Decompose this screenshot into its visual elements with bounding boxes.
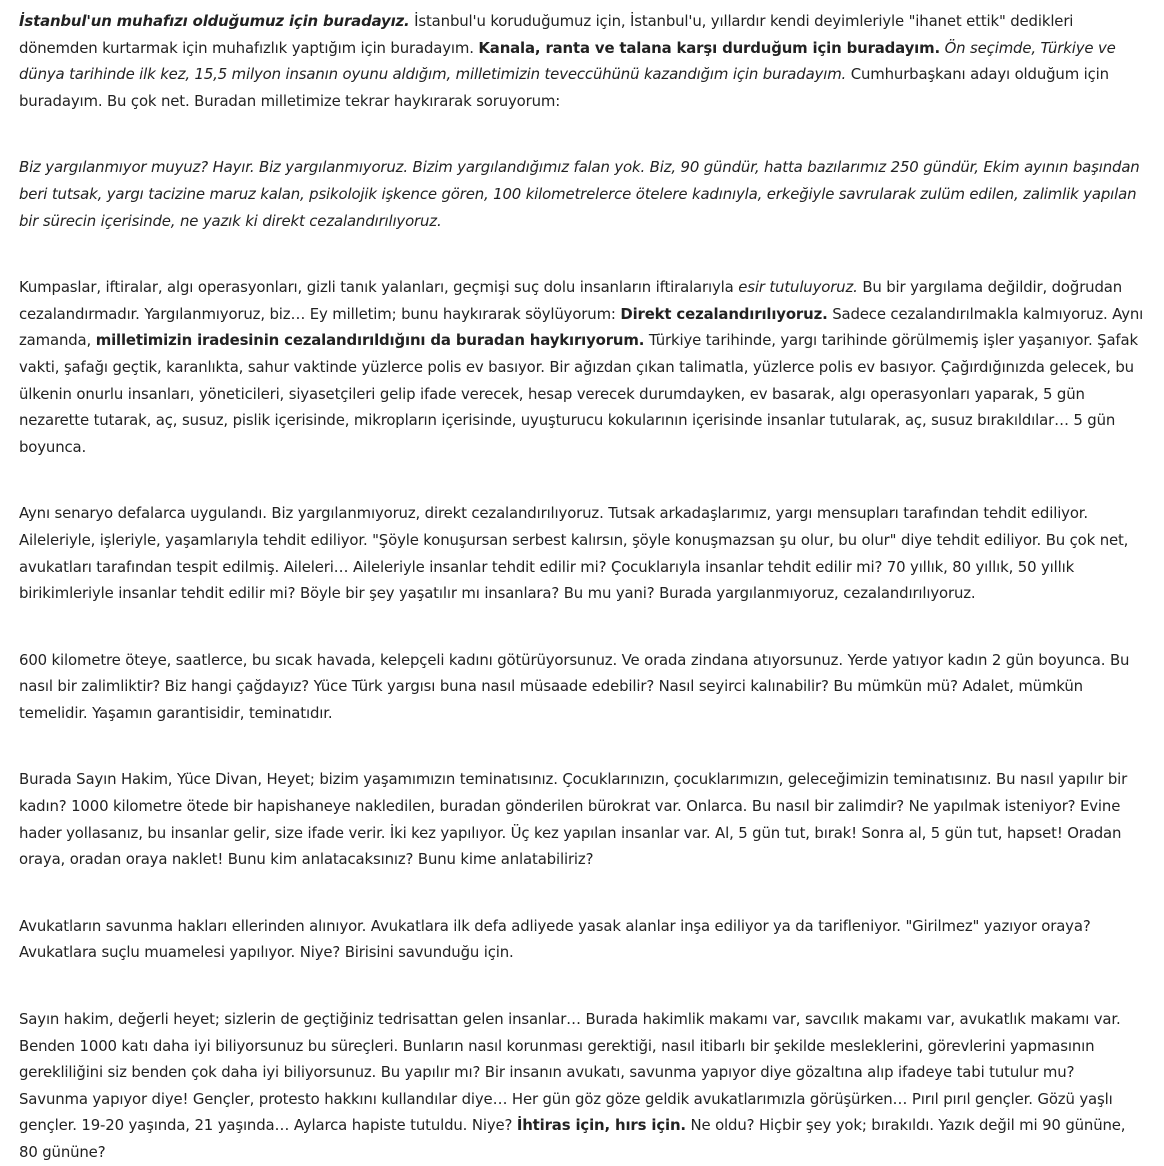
paragraph-4-segment-1: Aynı senaryo defalarca uygulandı. Biz yargılanmıyoruz, direkt cezalandırılıyoruz. Tutsak arkadaşlarımız, yargı mensupları tarafından tehdit ediliyor. Aileleriyle, işleriyle, yaşamlarıyla tehdit ediliyor. "Şöyle konuşursan serbest kalırsın, şöyle konuşmazsan şu olur, bu olur" diye tehdit ediliyor. Bu çok net, avukatları tarafından tespit edilmiş. Aileleri… Aileleriyle insanlar tehdit edilir mi? Çocuklarıyla insanlar tehdit edilir mi? 70 yıllık, 80 yıllık, 50 yıllık birikimleriyle insanlar tehdit edilir mi? Böyle bir şey yaşatılır mı insanlara? Bu mu yani? Burada yargılanmıyoruz, cezalandırılıyoruz. xyxy=(19,504,1129,603)
paragraph-1 xyxy=(19,8,1145,114)
paragraph-2 xyxy=(19,154,1145,234)
paragraph-6-segment-1: Burada Sayın Hakim, Yüce Divan, Heyet; bizim yaşamımızın teminatısınız. Çocuklarınızın, çocuklarımızın, geleceğimizin teminatısınız. Bu nasıl yapılır bir kadın? 1000 kilometre ötede bir hapishaneye nakledilen, buradan gönderilen bürokrat var. Onlarca. Bu nasıl bir zalimdir? Ne yapılmak isteniyor? Evine hader yollasanız, bu insanlar gelir, size ifade verir. İki kez yapılıyor. Üç kez yapılan insanlar var. Al, 5 gün tut, bırak! Sonra al, 5 gün tut, hapset! Oradan oraya, oradan oraya naklet! Bunu kim anlatacaksınız? Bunu kime anlatabiliriz? xyxy=(19,770,1128,869)
paragraph-8-segment-1: Sayın hakim, değerli heyet; sizlerin de geçtiğiniz tedrisattan gelen insanlar… Burada hakimlik makamı var, savcılık makamı var, avukatlık makamı var. Benden 1000 katı daha iyi biliyorsunuz bu süreçleri. Bunların nasıl korunması gerektiği, nasıl itibarlı bir şekilde mesleklerini, görevlerini yapmasının gerekliliğini siz benden çok daha iyi biliyorsunuz. Bu yapılır mı? Bir insanın avukatı, savunma yapıyor diye gözaltına alıp ifadeye tabi tutulur mu? Savunma yapıyor diye! Gençler, protesto hakkını kullandılar diye… Her gün göz göze geldik avukatlarımızla görüşürken… Pırıl pırıl gençler. Gözü yaşlı gençler. 19-20 yaşında, 21 yaşında… Aylarca hapiste tutuldu. Niye? xyxy=(19,1010,1121,1135)
article-body xyxy=(19,8,1145,1166)
paragraph-5-segment-1: 600 kilometre öteye, saatlerce, bu sıcak havada, kelepçeli kadını götürüyorsunuz. Ve orada zindana atıyorsunuz. Yerde yatıyor kadın 2 gün boyunca. Bu nasıl bir zalimliktir? Biz hangi çağdayız? Yüce Türk yargısı buna nasıl müsaade edebilir? Nasıl seyirci kalınabilir? Bu mümkün mü? Adalet, mümkün temelidir. Yaşamın garantisidir, teminatıdır. xyxy=(19,650,1130,722)
paragraph-1-segment-6: Cumhurbaşkanı adayı olduğum için buradayım. Bu çok net. Buradan milletimize tekrar haykırarak soruyorum: xyxy=(19,65,1109,110)
paragraph-6 xyxy=(19,766,1145,872)
paragraph-3-segment-6: milletimizin iradesinin cezalandırıldığını da buradan haykırıyorum. xyxy=(95,331,645,350)
paragraph-3-segment-2: esir tutuluyoruz. xyxy=(738,278,858,297)
paragraph-1-segment-2: İstanbul'u koruduğumuz için, İstanbul'u, yıllardır kendi deyimleriyle "ihanet ettik" dedikleri dönemden kurtarmak için muhafızlık yaptığım için buradayım. xyxy=(19,12,1074,57)
paragraph-2-segment-1: Biz yargılanmıyor muyuz? Hayır. Biz yargılanmıyoruz. Bizim yargılandığımız falan yok. Biz, 90 gündür, hatta bazılarımız 250 gündür, Ekim ayının başından beri tutsak, yargı tacizine maruz kalan, psikolojik işkence gören, 100 kilometrelerce ötelere kadınıyla, erkeğiyle savrularak zulüm edilen, zalimlik yapılan bir sürecin içerisinde, ne yazık ki direkt cezalandırılıyoruz. xyxy=(19,158,1140,230)
paragraph-3-segment-3: Bu bir yargılama değildir, doğrudan cezalandırmadır. Yargılanmıyoruz, biz… Ey milletim; bunu haykırarak söylüyorum: xyxy=(19,278,1123,323)
paragraph-8-segment-3: Ne oldu? Hiçbir şey yok; bırakıldı. Yazık değil mi 90 gününe, 80 gününe? xyxy=(19,1116,1126,1161)
paragraph-1-segment-5: Ön seçimde, Türkiye ve dünya tarihinde ilk kez, 15,5 milyon insanın oyunu aldığım, milletimizin teveccühünü kazandığım için buradayım. xyxy=(19,38,1116,84)
paragraph-3-segment-1: Kumpaslar, iftiralar, algı operasyonları, gizli tanık yalanları, geçmişi suç dolu insanların iftiralarıyla xyxy=(19,278,739,297)
paragraph-7-segment-1: Avukatların savunma hakları ellerinden alınıyor. Avukatlara ilk defa adliyede yasak alanlar inşa ediliyor ya da tarifleniyor. "Girilmez" yazıyor oraya? Avukatlara suçlu muamelesi yapılıyor. Niye? Birisini savunduğu için. xyxy=(19,916,1091,962)
paragraph-1-segment-1: İstanbul'un muhafızı olduğumuz için buradayız. xyxy=(19,12,410,30)
paragraph-8 xyxy=(19,1006,1145,1166)
paragraph-5 xyxy=(19,647,1145,727)
paragraph-1-segment-3: Kanala, ranta ve talana karşı durduğum için buradayım. xyxy=(478,38,941,57)
paragraph-4 xyxy=(19,500,1145,606)
paragraph-3-segment-7: Türkiye tarihinde, yargı tarihinde görülmemiş işler yaşanıyor. Şafak vakti, şafağı geçtik, karanlıkta, sahur vaktinde yüzlerce polis ev basıyor. Bir ağızdan çıkan talimatla, yüzlerce polis ev basıyor. Çağırdığınızda gelecek, bu ülkenin onurlu insanları, yöneticileri, siyasetçileri gelip ifade verecek, hesap verecek durumdayken, ev basarak, algı operasyonları yaparak, 5 gün nezarette tutarak, aç, susuz, pislik içerisinde, mikropların içerisinde, uyuşturucu kokularının içerisinde insanlar tutularak, aç, susuz bırakıldılar… 5 gün boyunca. xyxy=(19,331,1138,456)
paragraph-7 xyxy=(19,913,1145,966)
paragraph-3-segment-4: Direkt cezalandırılıyoruz. xyxy=(620,304,828,323)
paragraph-8-segment-2: İhtiras için, hırs için. xyxy=(516,1116,686,1135)
paragraph-3 xyxy=(19,274,1145,460)
paragraph-3-segment-5: Sadece cezalandırılmakla kalmıyoruz. Aynı zamanda, xyxy=(19,304,1144,350)
